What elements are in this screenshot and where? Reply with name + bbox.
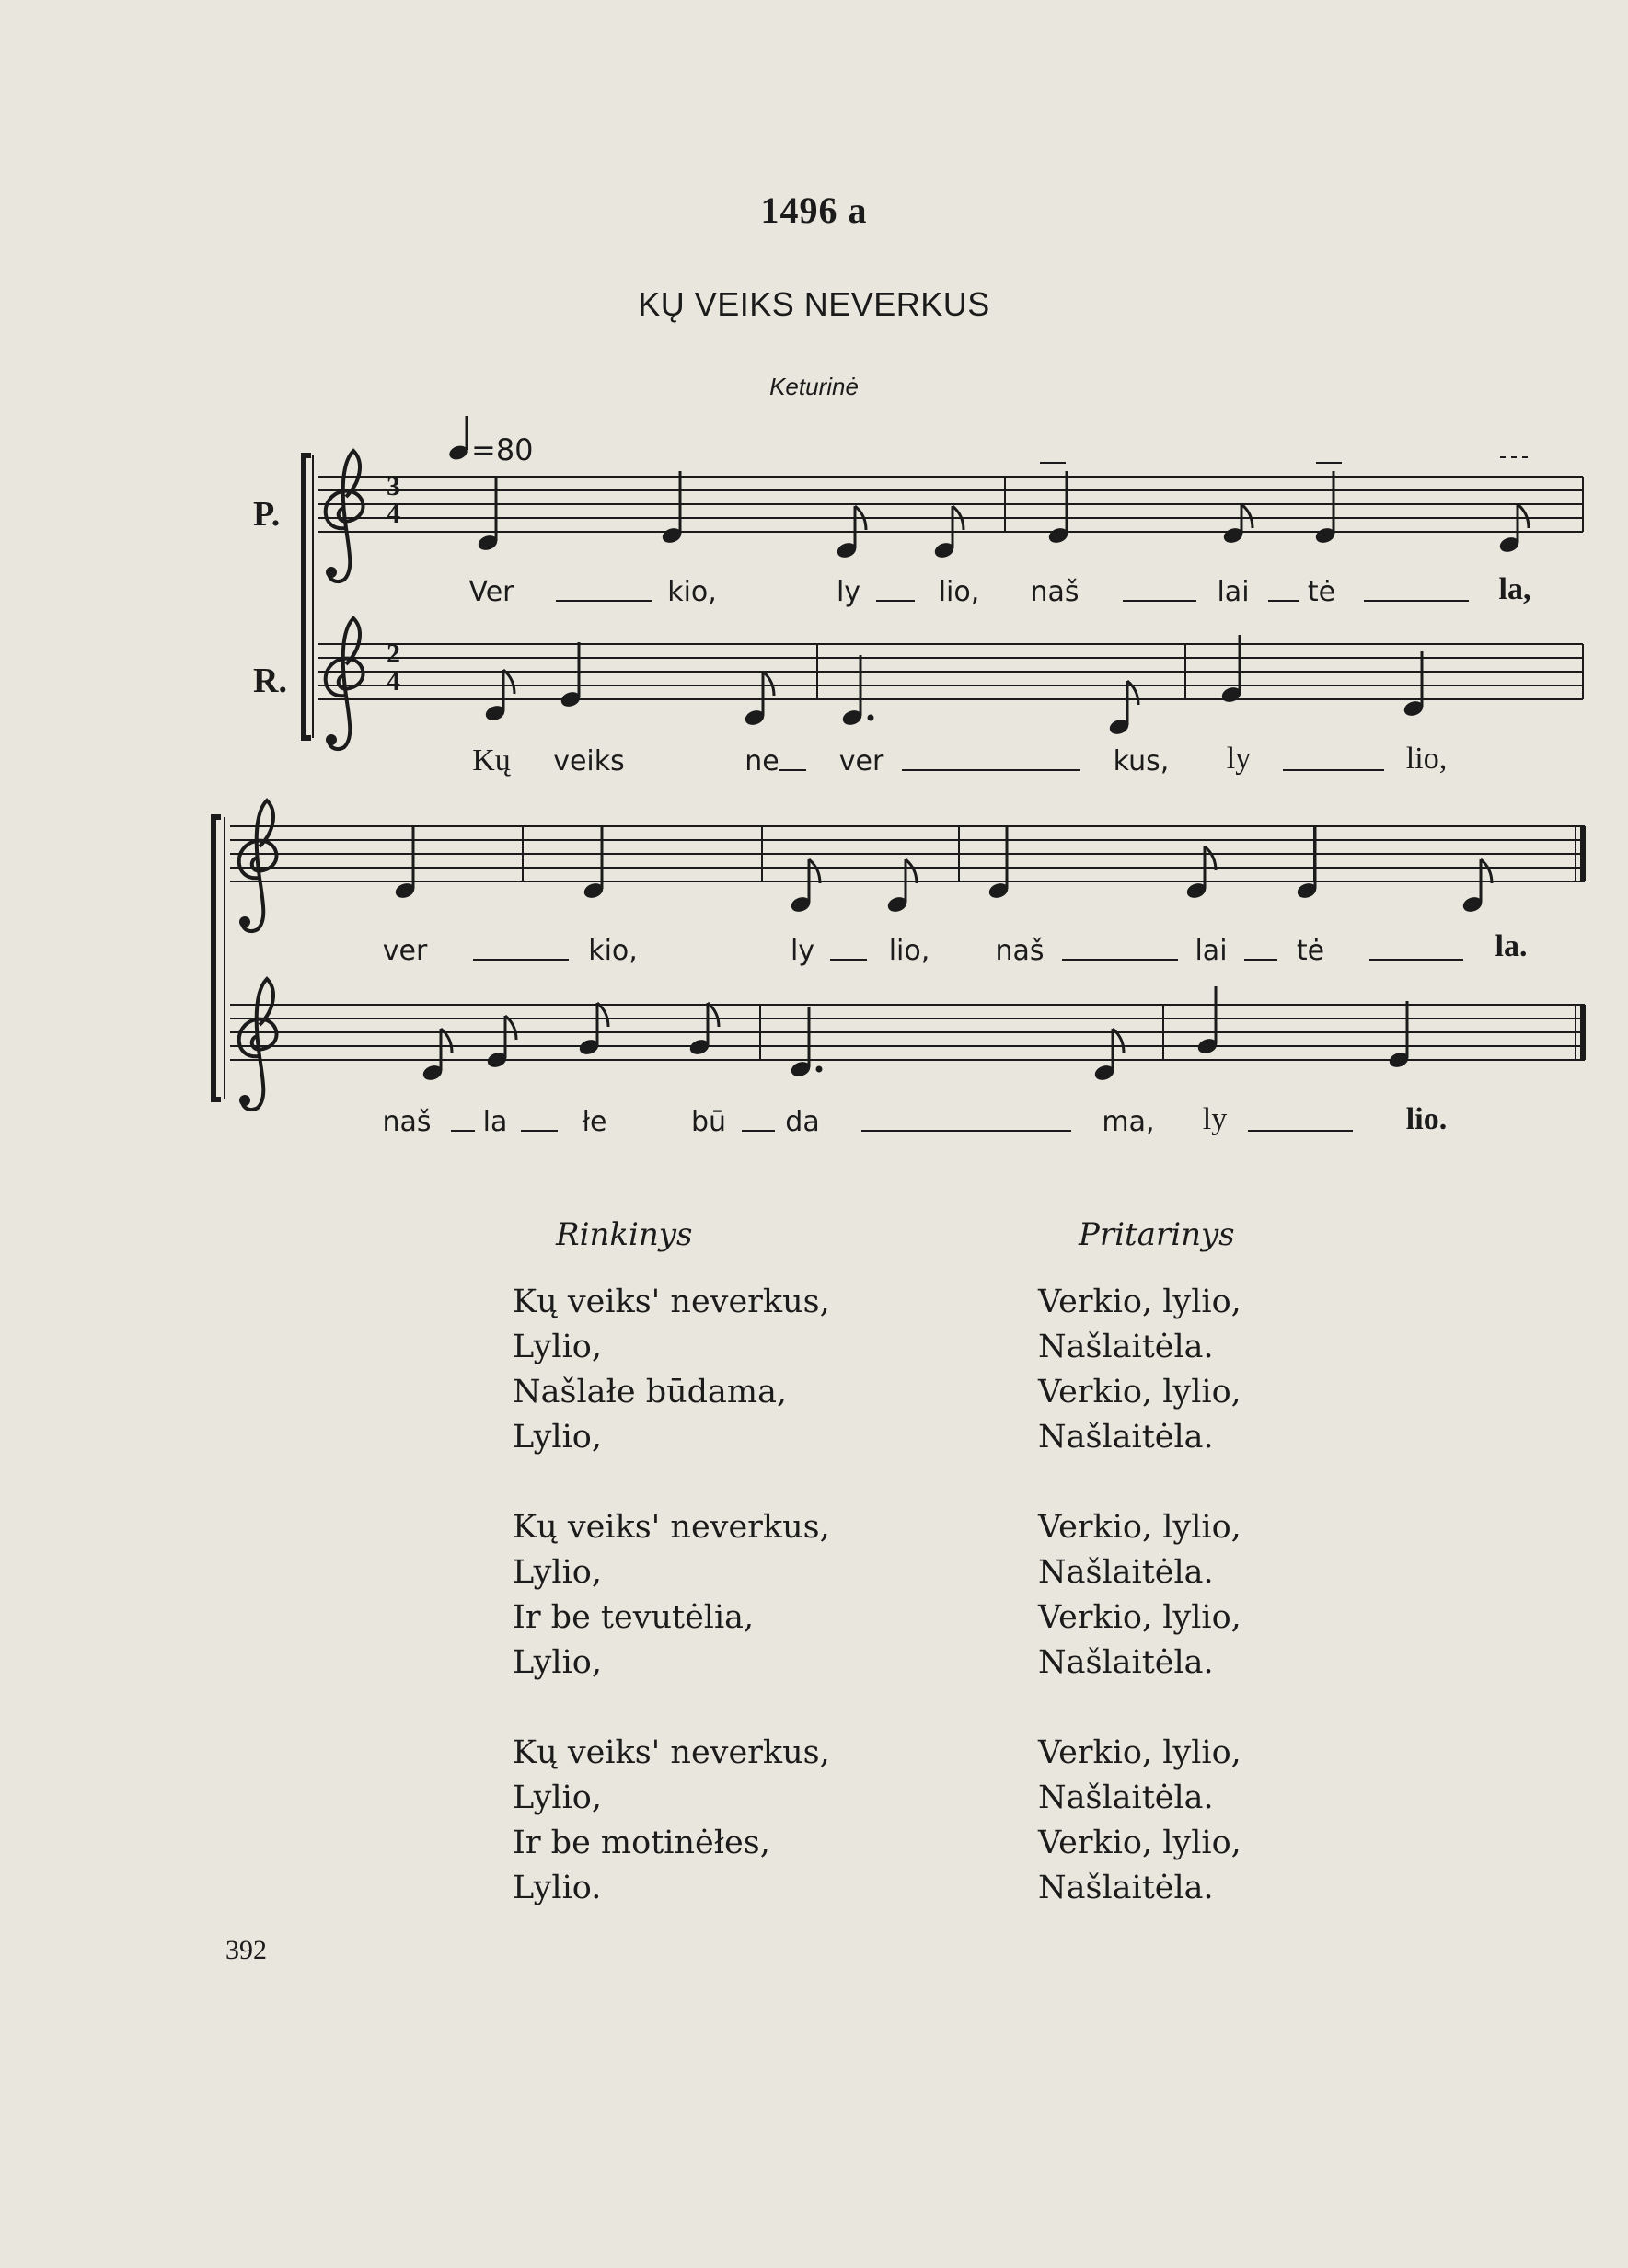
verse-line: Kų veiks' neverkus, (513, 1284, 830, 1320)
verse-line: Lylio, (513, 1554, 602, 1591)
ledger-marks (1040, 457, 1528, 463)
verse-line: Našlaitėla. (1038, 1644, 1214, 1681)
lyric-syllable: lio, (1405, 742, 1448, 776)
column-heading-pritarinys: Pritarinys (1079, 1216, 1235, 1253)
song-number: 1496 a (760, 190, 868, 231)
verse-line: Verkio, lylio, (1038, 1284, 1241, 1320)
verse-line: Lylio, (513, 1644, 602, 1681)
lyric-syllable: ver (838, 745, 884, 777)
lyric-syllable: la (482, 1106, 508, 1138)
lyric-syllable: veiks (553, 745, 625, 777)
verse-line: Ir be tevutėlia, (513, 1599, 755, 1636)
notes-p-1 (477, 471, 1529, 559)
lyric-syllable: kio, (667, 576, 717, 608)
notes-r-2 (421, 986, 1410, 1082)
staff-r-2 (230, 1005, 1585, 1060)
lyric-syllable: kus, (1113, 745, 1170, 777)
verse-line: Našlaitėla. (1038, 1779, 1214, 1816)
verse-line: Našlaitėla. (1038, 1554, 1214, 1591)
lyric-syllable: naš (382, 1106, 432, 1138)
verse-line: Našlałe būdama, (513, 1374, 788, 1410)
verse-line: Lylio. (513, 1870, 602, 1906)
verse-line: Lylio, (513, 1779, 602, 1816)
lyric-syllable: la, (1498, 572, 1531, 606)
verse-line: Verkio, lylio, (1038, 1825, 1241, 1861)
staff-p-2 (230, 826, 1585, 881)
lyric-syllable: ly (1226, 742, 1252, 776)
verse-line: Našlaitėla. (1038, 1419, 1214, 1456)
lyric-syllable: ly (790, 935, 815, 967)
lyric-syllable: da (785, 1106, 820, 1138)
verse-line: Našlaitėla. (1038, 1329, 1214, 1365)
verse-line: Našlaitėla. (1038, 1870, 1214, 1906)
lyric-syllable: tė (1307, 576, 1336, 608)
column-heading-rinkinys: Rinkinys (556, 1216, 693, 1253)
time-signature-r: 2 4 (387, 639, 400, 697)
tempo-note-icon (447, 416, 469, 462)
voice-label-p: P. (253, 495, 281, 534)
verse-line: Verkio, lylio, (1038, 1509, 1241, 1546)
treble-clef-icon (239, 800, 277, 931)
lyric-syllable: la. (1495, 929, 1528, 963)
voice-label-r: R. (253, 662, 287, 700)
song-title: KŲ VEIKS NEVERKUS (638, 285, 990, 323)
treble-clef-icon (326, 451, 364, 581)
lyric-syllable: Ver (468, 576, 514, 608)
verse-line: Lylio, (513, 1419, 602, 1456)
lyric-syllable: ly (1202, 1102, 1228, 1136)
staff-p-1 (318, 477, 1583, 532)
lyric-syllable: kio, (588, 935, 638, 967)
verse-line: Lylio, (513, 1329, 602, 1365)
lyric-syllable: ly (836, 576, 861, 608)
lyric-syllable: naš (1030, 576, 1080, 608)
lyric-syllable: lio, (888, 935, 930, 967)
lyric-syllable: ma, (1102, 1106, 1155, 1138)
lyric-syllable: łe (582, 1106, 607, 1138)
lyric-syllable: lai (1195, 935, 1228, 967)
lyric-syllable: lio. (1405, 1102, 1448, 1136)
lyric-syllable: bū (690, 1106, 727, 1138)
verse-line: Verkio, lylio, (1038, 1374, 1241, 1410)
lyric-syllable: ne (745, 745, 779, 777)
verse-line: Verkio, lylio, (1038, 1599, 1241, 1636)
song-type: Keturinė (769, 373, 859, 400)
verse-line: Kų veiks' neverkus, (513, 1734, 830, 1771)
treble-clef-icon (326, 618, 364, 749)
treble-clef-icon (239, 979, 277, 1110)
lyric-syllable: ver (382, 935, 428, 967)
verse-line: Verkio, lylio, (1038, 1734, 1241, 1771)
verse-line: Ir be motinėłes, (513, 1825, 770, 1861)
lyric-syllable: lai (1217, 576, 1250, 608)
page-number: 392 (225, 1935, 267, 1965)
tempo-marking: =80 (471, 432, 534, 467)
lyric-syllable: naš (995, 935, 1045, 967)
verse-line: Kų veiks' neverkus, (513, 1509, 830, 1546)
lyric-syllable: Kų (472, 743, 511, 777)
time-signature-p: 3 4 (387, 471, 400, 529)
lyric-syllable: tė (1296, 935, 1325, 967)
lyric-syllable: lio, (938, 576, 980, 608)
